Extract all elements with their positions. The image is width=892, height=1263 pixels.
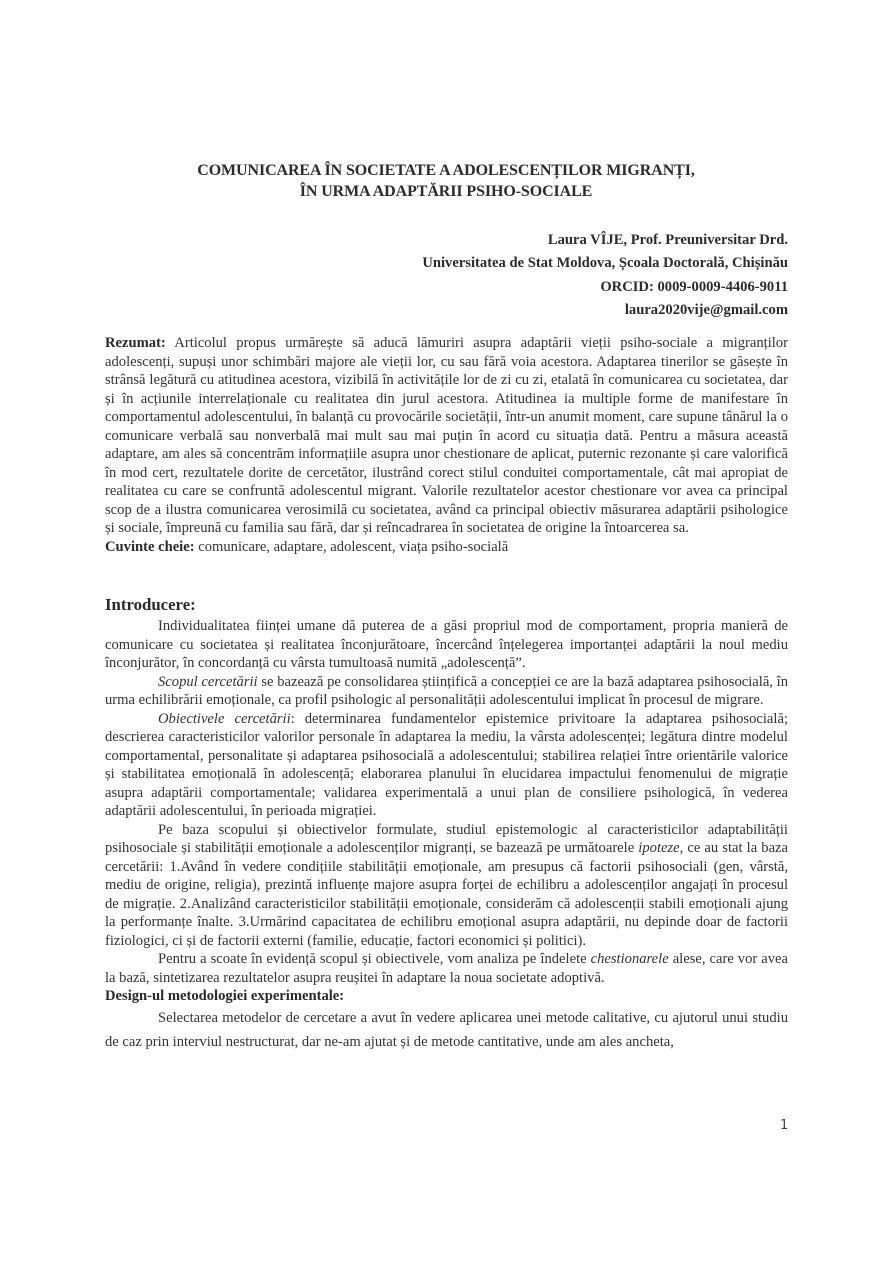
methodology-heading: Design-ul metodologiei experimentale:	[105, 988, 345, 1004]
author-email[interactable]: laura2020vije@gmail.com	[624, 301, 788, 318]
author-orcid: ORCID: 0009-0009-4406-9011	[600, 278, 788, 295]
intro-paragraph-2: Scopul cercetării se bazează pe consolidarea științifică a concepției ce are la bază adaptarea psihosocială, în urma echilibrării emoționale, ca profil psihologic al personalității adolescentului implicat în procesul de migrare.	[105, 673, 788, 708]
paper-title	[105, 160, 787, 202]
questionnaires-term: chestionarele	[590, 951, 669, 967]
introduction-heading: Introducere:	[105, 595, 196, 614]
abstract-label: Rezumat:	[105, 335, 166, 351]
author-affiliation: Universitatea de Stat Moldova, Școala Doctorală, Chișinău	[422, 255, 788, 272]
hypotheses-term: ipoteze	[638, 840, 680, 856]
research-objectives-label: Obiectivele cercetării	[158, 710, 291, 727]
intro-paragraph-5: Pentru a scoate în evidență scopul și obiectivele, vom analiza pe îndelete chestionarele alese, care vor avea la bază, sintetizarea rezultatelor asupra reușitei în adaptare la noua societate adoptivă.	[105, 951, 788, 986]
author-name: Laura VÎJE, Prof. Preuniversitar Drd.	[547, 232, 788, 248]
abstract-paragraph	[105, 334, 788, 538]
intro-paragraph-4: Pe baza scopului și obiectivelor formulate, studiul epistemologic al caracteristicilor adaptabilității psihosociale și stabilității emoționale a adolescenților migranți, se bazează pe următoarele ipoteze, ce au stat la baza cercetării: 1.Având în vedere condițiile stabilității emoționale, am presupus că factorii psihosociali (gen, vârstă, mediu de origine, religia), prezintă influențe majore asupra forței de echilibru a adolescenților angajați în procesul de migrație. 2.Analizând caracteristicilor stabilității emoționale, considerăm că adolescenții stabili emoționali ajung la performanțe înalte. 3.Urmărind capacitatea de echilibru emoțional asupra adaptării, nu depinde doar de factorii fiziologici, ci și de factorii externi (familie, educație, factori economici și politici).	[105, 821, 788, 949]
title-line-2: ÎN URMA ADAPTĂRII PSIHO-SOCIALE	[299, 183, 593, 200]
methodology-paragraph: Selectarea metodelor de cercetare a avut în vedere aplicarea unei metode calitative, cu ajutorul unui studiu de caz prin interviul nestructurat, dar ne-am ajutat și de metode cantitative, unde am ales ancheta,	[105, 1009, 788, 1050]
introduction-section	[105, 617, 788, 1054]
keywords-paragraph	[105, 538, 788, 557]
research-purpose-label: Scopul cercetării	[158, 673, 258, 690]
title-line-1: COMUNICAREA ÎN SOCIETATE A ADOLESCENȚILOR MIGRANȚI,	[197, 162, 695, 179]
abstract-section	[105, 334, 788, 556]
keywords-text: comunicare, adaptare, adolescent, viața psiho-socială	[194, 538, 509, 555]
page-number: 1	[780, 1118, 789, 1133]
abstract-text: Articolul propus urmărește să aducă lămuriri asupra adaptării vieții psiho-sociale a migranților adolescenți, supuși unor schimbări majore ale vieții lor, cu sau fără voia acestora. Adaptarea tinerilor se găsește în strânsă legătură cu atitudinea acestora, vizibilă în activitățile lor de zi cu zi, etalată în comunicarea cu societatea, dar și în acțiunile interrelaționale cu realitatea din jurul acestora. Atitudinea ia multiple forme de manifestare în comportamentul adolescentului, în balanță cu provocările societății, într-un anumit moment, care supune tânărul la o comunicare verbală sau nonverbală mai mult sau mai puțin în acord cu situația dată. Pentru a măsura această adaptare, am ales să concentrăm informațiile asupra unor chestionare de aplicat, puternic rezonante și care valorifică în mod cert, rezultatele dorite de cercetător, ilustrând corect stilul conduitei comportamentale, cât mai apropiat de realitatea cu care se confruntă adolescentul migrant. Valorile rezultatelor acestor chestionare vor avea ca principal scop de a ilustra comunicarea verosimilă cu societatea, având ca principal obiectiv măsurarea adaptării psihologice și sociale, împreună cu familia sau fără, dar și reîncadrarea în societatea de origine la întoarcerea sa.	[105, 335, 788, 536]
intro-paragraph-3: Obiectivele cercetării: determinarea fundamentelor epistemice privitoare la adaptarea psihosocială; descrierea caracteristicilor valorilor personale în adaptarea la mediu, la vârsta adolescenței; legătura dintre modelul comportamental, personalitate și adaptarea psihosocială a adolescentului; stabilirea relației între orientările valorice și stabilitatea emoțională în adolescență; elaborarea planului în elucidarea impactului fenomenului de migrație asupra adaptării comportamentale; validarea experimentală a unui plan de consiliere psihologică, în vederea adaptării adolescentului, în perioada migrației.	[105, 710, 788, 819]
author-block	[105, 229, 788, 322]
keywords-label: Cuvinte cheie:	[105, 538, 195, 555]
intro-paragraph-1: Individualitatea ființei umane dă puterea de a găsi propriul mod de comportament, propria manieră de comunicare cu societatea și realitatea înconjurătoare, încercând înțelegerea importanței adaptării la noul mediu înconjurător, în concordanță cu vârsta tumultoasă numită „adolescență”.	[105, 618, 788, 671]
